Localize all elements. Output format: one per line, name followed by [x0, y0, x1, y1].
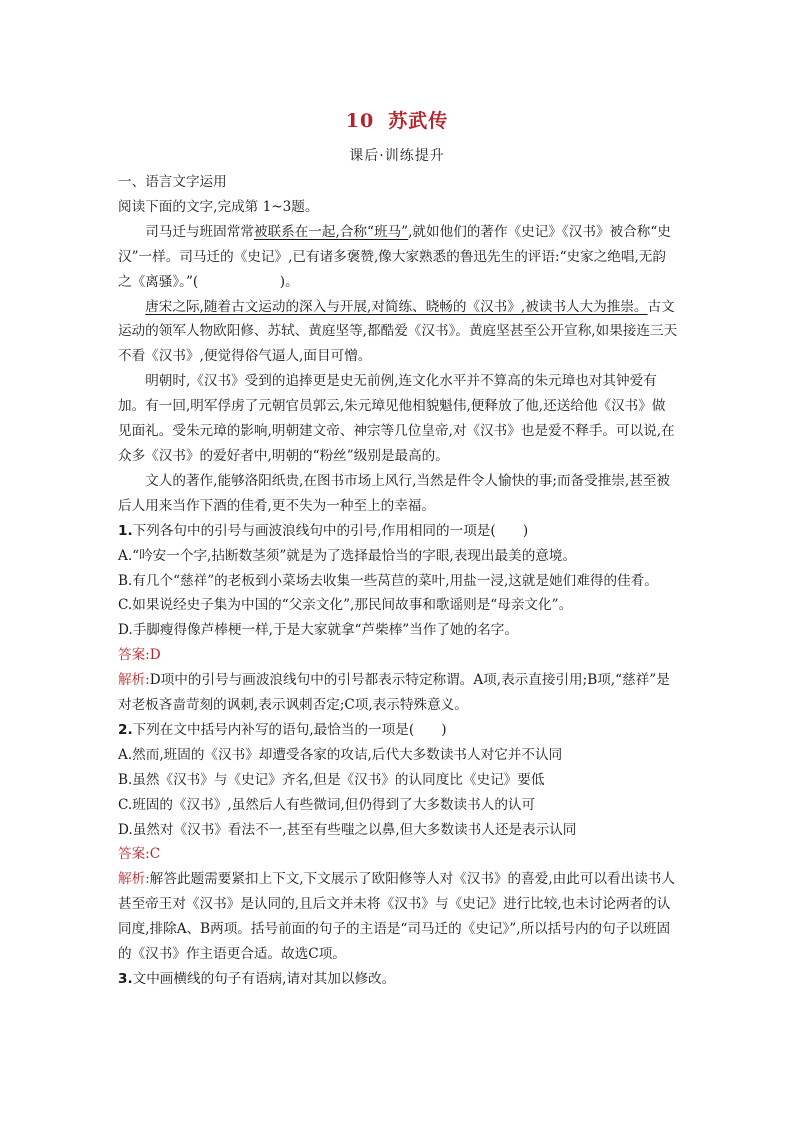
question-1-option-c: C.如果说经史子集为中国的“父亲文化”,那民间故事和歌谣则是“母亲文化”。: [118, 597, 573, 614]
wavy-underlined-sentence: 被联系在一起,合称“班马”: [253, 223, 409, 240]
content-body: [118, 170, 678, 992]
underlined-sentence: 唐宋之际,随着古文运动的深入与开展,对简练、晓畅的《汉书》,被读书人大为推崇。: [145, 298, 648, 315]
question-1-option-b: B.有几个“慈祥”的老板到小菜场去收集一些莴苣的菜叶,用盐一浸,这就是她们难得的佳肴。: [118, 572, 658, 589]
question-1-answer: 答案:D: [118, 647, 161, 664]
question-1-option-a: A.“吟安一个字,拈断数茎须”就是为了选择最恰当的字眼,表现出最美的意境。: [118, 547, 577, 564]
question-1-stem: 1.下列各句中的引号与画波浪线句中的引号,作用相同的一项是( ): [118, 522, 529, 539]
lesson-number: 10: [345, 110, 375, 132]
lesson-title: 苏武传: [388, 110, 449, 132]
question-2-explanation: 解析:解答此题需要紧扣上下文,下文展示了欧阳修等人对《汉书》的喜爱,由此可以看出读书人甚至帝王对《汉书》是认同的,且后文并未将《汉书》与《史记》进行比较,也未讨论两者的认同度,排除A、B两项。括号前面的句子的主语是“司马迁的《史记》”,所以括号内的句子以班固的《汉书》作主语更合适。故选C项。: [118, 871, 675, 963]
instruction-text: 阅读下面的文字,完成第 1~3题。: [118, 198, 319, 215]
section-heading: 一、语言文字运用: [118, 174, 227, 190]
question-2-option-a: A.然而,班固的《汉书》却遭受各家的攻诘,后代大多数读书人对它并不认同: [118, 746, 563, 763]
question-2-option-c: C.班固的《汉书》,虽然后人有些微词,但仍得到了大多数读书人的认可: [118, 796, 536, 813]
page-subtitle: 课后·训练提升: [349, 148, 445, 164]
question-2-stem: 2.下列在文中括号内补写的语句,最恰当的一项是( ): [118, 721, 447, 738]
question-2-option-b: B.虽然《汉书》与《史记》齐名,但是《汉书》的认同度比《史记》要低: [118, 771, 545, 788]
passage-paragraph-3: 明朝时,《汉书》受到的追捧更是史无前例,连文化水平并不算高的朱元璋也对其钟爱有加。有一回,明军俘虏了元朝官员郭云,朱元璋见他相貌魁伟,便释放了他,还送给他《汉书》做见面礼。受朱元璋的影响,明朝建文帝、神宗等几位皇帝,对《汉书》也是爱不释手。可以说,在众多《汉书》的爱好者中,明朝的“粉丝”级别是最高的。: [118, 373, 675, 464]
question-2-option-d: D.虽然对《汉书》看法不一,甚至有些嗤之以鼻,但大多数读书人还是表示认同: [118, 821, 577, 838]
question-2-answer: 答案:C: [118, 846, 161, 863]
question-1-explanation: 解析:D项中的引号与画波浪线句中的引号都表示特定称谓。A项,表示直接引用;B项,“慈祥”是对老板吝啬苛刻的讽刺,表示讽刺否定;C项,表示特殊意义。: [118, 672, 670, 714]
question-3-stem: 3.文中画横线的句子有语病,请对其加以修改。: [118, 971, 396, 987]
passage-paragraph-1: 司马迁与班固常常被联系在一起,合称“班马”,就如他们的著作《史记》《汉书》被合称“史汉”一样。司马迁的《史记》,已有诸多褒赞,像大家熟悉的鲁迅先生的评语:“史家之绝唱,无韵之《离骚》。”( )。: [118, 223, 671, 290]
passage-paragraph-2: 唐宋之际,随着古文运动的深入与开展,对简练、晓畅的《汉书》,被读书人大为推崇。古文运动的领军人物欧阳修、苏轼、黄庭坚等,都酷爱《汉书》。黄庭坚甚至公开宣称,如果接连三天不看《汉书》,便觉得俗气逼人,面目可憎。: [118, 298, 678, 365]
passage-paragraph-4: 文人的著作,能够洛阳纸贵,在图书市场上风行,当然是件令人愉快的事;而备受推崇,甚至被后人用来当作下酒的佳肴,更不失为一种至上的幸福。: [118, 472, 671, 514]
page-title: [0, 106, 794, 133]
question-1-option-d: D.手脚瘦得像芦棒梗一样,于是大家就拿“芦柴棒”当作了她的名字。: [118, 622, 518, 639]
